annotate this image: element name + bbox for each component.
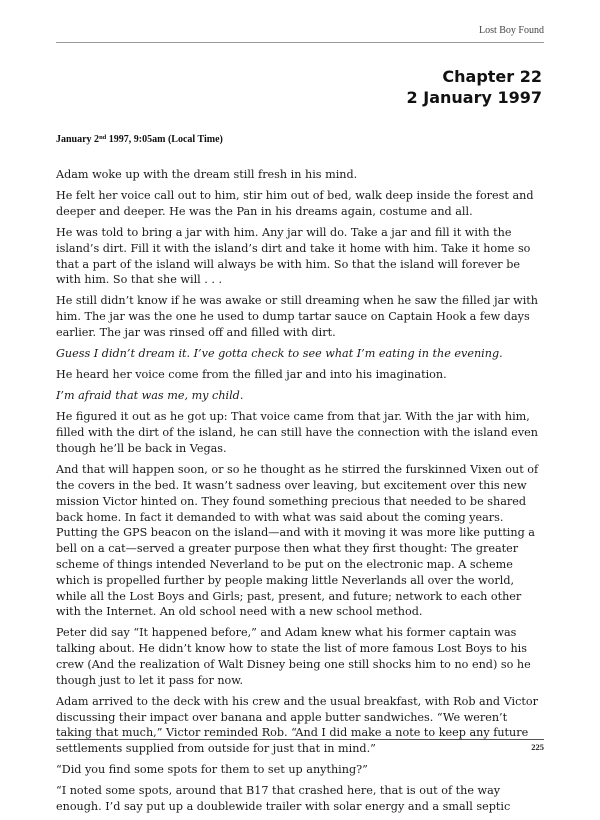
paragraph: And that will happen soon, or so he thought as he stirred the furskinned Vixen out of the covers in the bed. It wasn’t sadness over leaving, but excitement over this new mission Victor hinted on. They found something precious that needed to be shared back home. In fact it demanded to with what was said about the coming years. Putting the GPS beacon on the island—and with it moving it was more like putting a bell on a cat—served a greater purpose then what they first thought: The greater scheme of things intended Neverland to be put on the electronic map. A scheme which is propelled further by people making little Neverlands all over the world, while all the Lost Boys and Girls; past, present, and future; network to each other with the Internet. An old school need with a new school method. [56, 463, 539, 619]
dateline-day: January 2 [56, 134, 100, 145]
italic-thought: I’m afraid that was me, my child. [56, 389, 244, 403]
body-text [56, 167, 544, 820]
page-number: 225 [531, 742, 544, 752]
chapter-heading [407, 66, 542, 108]
footer-rule [56, 739, 544, 740]
paragraph: Peter did say “It happened before,” and Adam knew what his former captain was talking about. He didn’t know how to state the list of more famous Lost Boys to his crew (And the realization of Walt Disney being one still shocks him to no end) so he though just to let it pass for now. [56, 626, 531, 687]
paragraph: “Did you find some spots for them to set up anything?” [56, 763, 368, 777]
chapter-date: 2 January 1997 [406, 88, 542, 107]
italic-thought: Guess I didn’t dream it. I’ve gotta check to see what I’m eating in the evening. [56, 347, 503, 361]
paragraph: He still didn’t know if he was awake or still dreaming when he saw the filled jar with him. The jar was the one he used to dump tartar sauce on Captain Hook a few days earlier. The jar was rinsed off and filled with dirt. [56, 294, 538, 340]
chapter-title: Chapter 22 [442, 67, 542, 86]
dateline [56, 134, 223, 145]
paragraph: “I noted some spots, around that B17 that crashed here, that is out of the way enough. I’d say put up a doublewide trailer with solar energy and a small septic [56, 784, 511, 814]
paragraph: Adam arrived to the deck with his crew and the usual breakfast, with Rob and Victor discussing their impact over banana and apple butter sandwiches. “We weren’t taking that much,” Victor reminded Rob. “And I did make a note to keep any future settlements supplied from outside for just that in mind.” [56, 694, 538, 756]
header-rule [56, 42, 544, 43]
paragraph: He was told to bring a jar with him. Any jar will do. Take a jar and fill it with the island’s dirt. Fill it with the island’s dirt and take it home with him. Take it home so that a part of the island will always be with him. So that the island will forever be with him. So that she will . . . [56, 225, 531, 287]
paragraph: He heard her voice come from the filled jar and into his imagination. [56, 368, 447, 382]
paragraph: He felt her voice call out to him, stir him out of bed, walk deep inside the forest and deeper and deeper. He was the Pan in his dreams again, costume and all. [56, 189, 534, 218]
running-header: Lost Boy Found [478, 25, 544, 36]
paragraph: He figured it out as he got up: That voice came from that jar. With the jar with him, filled with the dirt of the island, he can still have the connection with the island even though he’ll be back in Vegas. [56, 410, 539, 456]
paragraph: Adam woke up with the dream still fresh in his mind. [56, 168, 358, 181]
dateline-suffix: nd [99, 134, 107, 141]
dateline-rest: 1997, 9:05am (Local Time) [106, 134, 223, 145]
